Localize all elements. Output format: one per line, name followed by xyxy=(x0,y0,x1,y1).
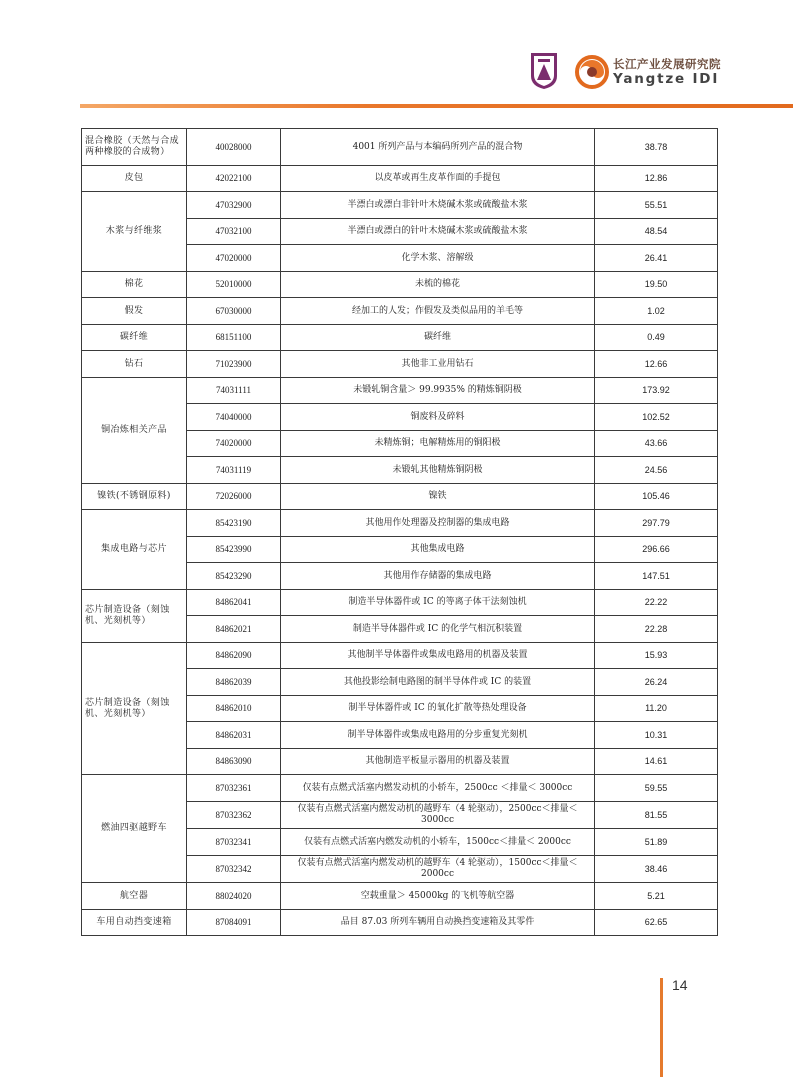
code-cell: 87032341 xyxy=(187,829,281,856)
category-cell: 航空器 xyxy=(82,883,187,910)
value-cell: 147.51 xyxy=(595,563,718,590)
value-cell: 26.24 xyxy=(595,669,718,696)
code-cell: 84862039 xyxy=(187,669,281,696)
description-cell: 未精炼铜；电解精炼用的铜阳极 xyxy=(281,431,595,457)
table-row xyxy=(82,378,718,404)
code-cell: 52010000 xyxy=(187,272,281,298)
description-cell: 仅装有点燃式活塞内燃发动机的小轿车，2500cc ＜排量＜ 3000cc xyxy=(281,775,595,802)
value-cell: 38.78 xyxy=(595,129,718,166)
description-cell: 制半导体器件或 IC 的氧化扩散等热处理设备 xyxy=(281,696,595,722)
value-cell: 14.61 xyxy=(595,749,718,775)
table-row xyxy=(82,484,718,510)
description-cell: 制造半导体器件或 IC 的化学气相沉积装置 xyxy=(281,616,595,643)
table-row xyxy=(82,166,718,192)
category-cell: 钻石 xyxy=(82,351,187,378)
description-cell: 化学木浆、溶解级 xyxy=(281,245,595,272)
code-cell: 87084091 xyxy=(187,910,281,936)
value-cell: 81.55 xyxy=(595,802,718,829)
table-row xyxy=(82,910,718,936)
description-cell: 未锻轧其他精炼铜阴极 xyxy=(281,457,595,484)
code-cell: 71023900 xyxy=(187,351,281,378)
table-row xyxy=(82,590,718,616)
code-cell: 68151100 xyxy=(187,325,281,351)
code-cell: 85423290 xyxy=(187,563,281,590)
category-cell: 芯片制造设备（刻蚀机、光刻机等） xyxy=(82,590,187,643)
description-cell: 镍铁 xyxy=(281,484,595,510)
value-cell: 15.93 xyxy=(595,643,718,669)
code-cell: 72026000 xyxy=(187,484,281,510)
value-cell: 296.66 xyxy=(595,537,718,563)
value-cell: 10.31 xyxy=(595,722,718,749)
table-row xyxy=(82,351,718,378)
description-cell: 其他用作存储器的集成电路 xyxy=(281,563,595,590)
category-cell: 假发 xyxy=(82,298,187,325)
value-cell: 1.02 xyxy=(595,298,718,325)
value-cell: 24.56 xyxy=(595,457,718,484)
category-cell: 木浆与纤维浆 xyxy=(82,192,187,272)
header-divider xyxy=(80,104,793,108)
code-cell: 84862031 xyxy=(187,722,281,749)
category-cell: 铜冶炼相关产品 xyxy=(82,378,187,484)
category-cell: 燃油四驱越野车 xyxy=(82,775,187,883)
description-cell: 未锻轧铜含量＞ 99.9935% 的精炼铜阴极 xyxy=(281,378,595,404)
description-cell: 经加工的人发；作假发及类似品用的羊毛等 xyxy=(281,298,595,325)
category-cell: 集成电路与芯片 xyxy=(82,510,187,590)
description-cell: 其他投影绘制电路图的制半导体件或 IC 的装置 xyxy=(281,669,595,696)
description-cell: 其他非工业用钻石 xyxy=(281,351,595,378)
university-crest-logo xyxy=(530,52,558,90)
code-cell: 40028000 xyxy=(187,129,281,166)
code-cell: 47032100 xyxy=(187,219,281,245)
code-cell: 84862041 xyxy=(187,590,281,616)
value-cell: 51.89 xyxy=(595,829,718,856)
table-row xyxy=(82,883,718,910)
value-cell: 55.51 xyxy=(595,192,718,219)
description-cell: 以皮革或再生皮革作面的手提包 xyxy=(281,166,595,192)
value-cell: 12.66 xyxy=(595,351,718,378)
category-cell: 皮包 xyxy=(82,166,187,192)
table-row xyxy=(82,510,718,537)
description-cell: 制造半导体器件或 IC 的等离子体干法刻蚀机 xyxy=(281,590,595,616)
value-cell: 19.50 xyxy=(595,272,718,298)
page-number: 14 xyxy=(672,977,688,993)
description-cell: 品目 87.03 所列车辆用自动换挡变速箱及其零件 xyxy=(281,910,595,936)
description-cell: 半漂白或漂白的针叶木烧碱木浆或硫酸盐木浆 xyxy=(281,219,595,245)
value-cell: 22.22 xyxy=(595,590,718,616)
category-cell: 棉花 xyxy=(82,272,187,298)
code-cell: 74031119 xyxy=(187,457,281,484)
description-cell: 其他制造平板显示器用的机器及装置 xyxy=(281,749,595,775)
description-cell: 其他制半导体器件或集成电路用的机器及装置 xyxy=(281,643,595,669)
description-cell: 碳纤维 xyxy=(281,325,595,351)
value-cell: 48.54 xyxy=(595,219,718,245)
table-row xyxy=(82,192,718,219)
value-cell: 22.28 xyxy=(595,616,718,643)
code-cell: 88024020 xyxy=(187,883,281,910)
value-cell: 0.49 xyxy=(595,325,718,351)
description-cell: 其他集成电路 xyxy=(281,537,595,563)
code-cell: 85423990 xyxy=(187,537,281,563)
description-cell: 制半导体器件或集成电路用的分步重复光刻机 xyxy=(281,722,595,749)
page-number-accent-bar xyxy=(660,978,663,1077)
value-cell: 105.46 xyxy=(595,484,718,510)
description-cell: 半漂白或漂白非针叶木烧碱木浆或硫酸盐木浆 xyxy=(281,192,595,219)
code-cell: 47032900 xyxy=(187,192,281,219)
code-cell: 67030000 xyxy=(187,298,281,325)
institute-name-cn: 长江产业发展研究院 xyxy=(613,57,721,71)
code-cell: 74031111 xyxy=(187,378,281,404)
description-cell: 未梳的棉花 xyxy=(281,272,595,298)
description-cell: 4001 所列产品与本编码所列产品的混合物 xyxy=(281,129,595,166)
value-cell: 11.20 xyxy=(595,696,718,722)
code-cell: 47020000 xyxy=(187,245,281,272)
table-row xyxy=(82,775,718,802)
category-cell: 镍铁(不锈钢原料) xyxy=(82,484,187,510)
value-cell: 297.79 xyxy=(595,510,718,537)
value-cell: 38.46 xyxy=(595,856,718,883)
value-cell: 62.65 xyxy=(595,910,718,936)
value-cell: 26.41 xyxy=(595,245,718,272)
description-cell: 空载重量＞ 45000kg 的飞机等航空器 xyxy=(281,883,595,910)
value-cell: 12.86 xyxy=(595,166,718,192)
table-row xyxy=(82,272,718,298)
value-cell: 173.92 xyxy=(595,378,718,404)
code-cell: 87032362 xyxy=(187,802,281,829)
code-cell: 84862090 xyxy=(187,643,281,669)
institute-brand xyxy=(613,57,721,87)
value-cell: 59.55 xyxy=(595,775,718,802)
code-cell: 74040000 xyxy=(187,404,281,431)
institute-name-en: Yangtze IDI xyxy=(613,71,720,87)
description-cell: 铜废料及碎料 xyxy=(281,404,595,431)
code-cell: 85423190 xyxy=(187,510,281,537)
code-cell: 87032361 xyxy=(187,775,281,802)
description-cell: 仅装有点燃式活塞内燃发动机的小轿车，1500cc＜排量＜ 2000cc xyxy=(281,829,595,856)
code-cell: 74020000 xyxy=(187,431,281,457)
code-cell: 42022100 xyxy=(187,166,281,192)
code-cell: 84862010 xyxy=(187,696,281,722)
category-cell: 车用自动挡变速箱 xyxy=(82,910,187,936)
description-cell: 仅装有点燃式活塞内燃发动机的越野车（4 轮驱动），2500cc＜排量＜ 3000cc xyxy=(281,802,595,829)
value-cell: 43.66 xyxy=(595,431,718,457)
table-row xyxy=(82,643,718,669)
category-cell: 芯片制造设备（刻蚀机、光刻机等） xyxy=(82,643,187,775)
tariff-items-table xyxy=(81,128,718,936)
description-cell: 仅装有点燃式活塞内燃发动机的越野车（4 轮驱动），1500cc＜排量＜ 2000cc xyxy=(281,856,595,883)
yangtze-idi-swirl-logo xyxy=(575,55,609,89)
value-cell: 5.21 xyxy=(595,883,718,910)
table-row xyxy=(82,129,718,166)
table-row xyxy=(82,298,718,325)
value-cell: 102.52 xyxy=(595,404,718,431)
category-cell: 碳纤维 xyxy=(82,325,187,351)
table-row xyxy=(82,325,718,351)
code-cell: 87032342 xyxy=(187,856,281,883)
code-cell: 84863090 xyxy=(187,749,281,775)
description-cell: 其他用作处理器及控制器的集成电路 xyxy=(281,510,595,537)
category-cell: 混合橡胶（天然与合成两种橡胶的合成物） xyxy=(82,129,187,166)
code-cell: 84862021 xyxy=(187,616,281,643)
